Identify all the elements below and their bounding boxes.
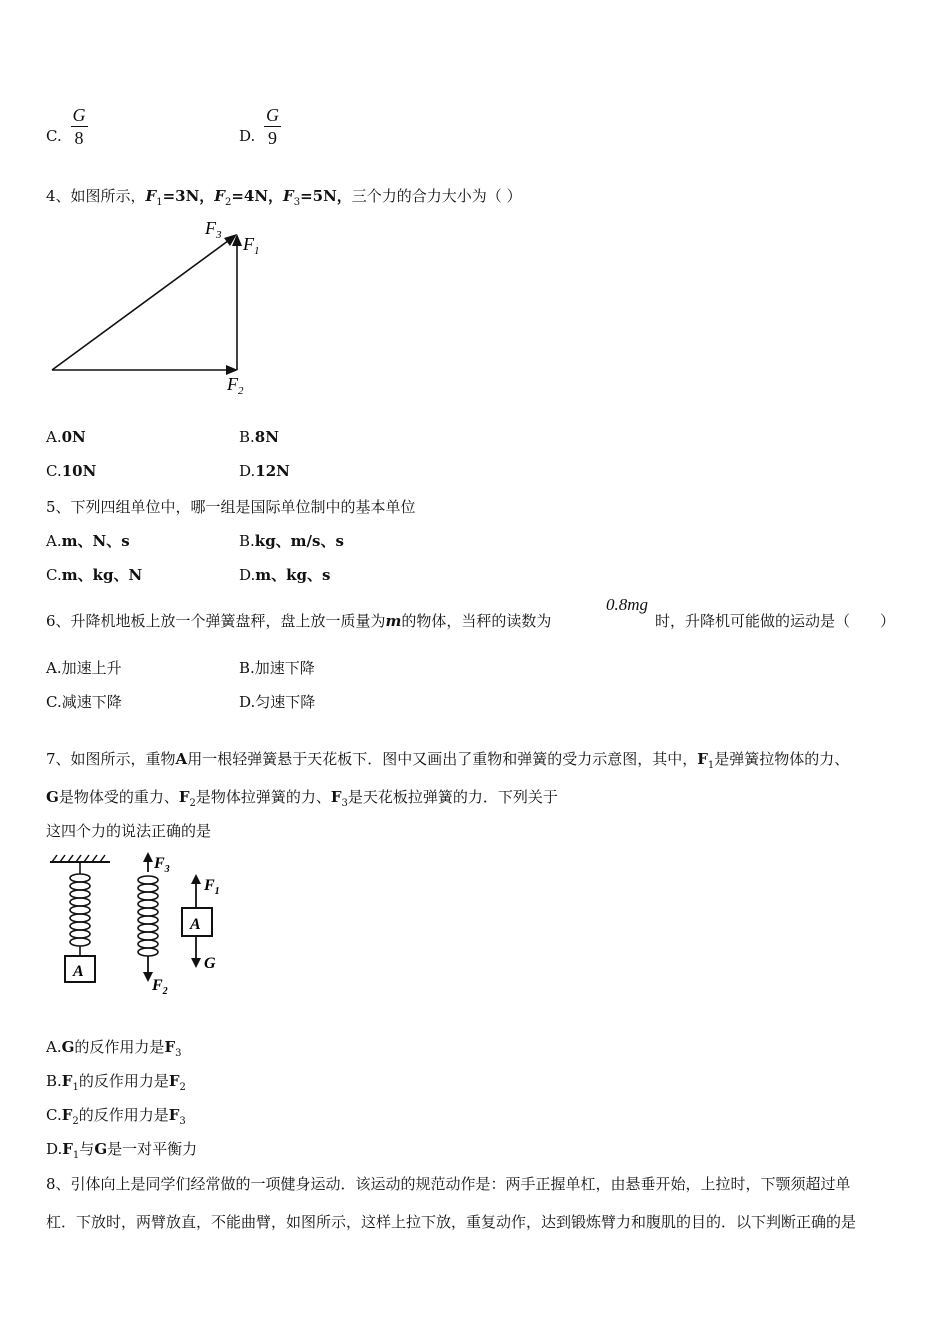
q3-option-c bbox=[46, 104, 88, 149]
q7-option-b bbox=[46, 1070, 186, 1093]
option-label: C. bbox=[46, 126, 62, 145]
option-label: A. bbox=[46, 659, 62, 677]
q7-stem-line1 bbox=[46, 748, 849, 771]
option-sub: 1 bbox=[72, 1150, 80, 1161]
q6-prefix: 6、升降机地板上放一个弹簧盘秤，盘上放一质量为 bbox=[46, 612, 386, 630]
option-label: B. bbox=[239, 428, 255, 446]
fig-g-label: G bbox=[204, 955, 216, 972]
fig-f3-label: $F_3$ bbox=[154, 855, 170, 875]
q3-option-d bbox=[239, 104, 281, 149]
option-text: 减速下降 bbox=[61, 693, 122, 711]
q7-text: 是物体拉弹簧的力、 bbox=[195, 788, 331, 806]
q4-prefix: 4、如图所示， bbox=[46, 187, 146, 205]
q4-f2: F bbox=[214, 187, 225, 205]
q7-f3: F bbox=[330, 788, 342, 806]
option-label: D. bbox=[46, 1140, 63, 1158]
q7-f2-sub: 2 bbox=[189, 798, 196, 809]
q4-suffix: 三个力的合力大小为（ ） bbox=[351, 187, 522, 205]
q6-mid: 的物体，当秤的读数为 bbox=[401, 612, 552, 630]
option-label: C. bbox=[46, 462, 62, 480]
option-symbol: F bbox=[61, 1106, 73, 1124]
q4-force-triangle-figure bbox=[40, 212, 280, 402]
fig-f1-label: $F_1$ bbox=[243, 234, 260, 257]
q7-option-c bbox=[46, 1104, 186, 1127]
q4-f1: F bbox=[145, 187, 157, 205]
q6-suffix: 时，升降机可能做的运动是（ ） bbox=[655, 612, 896, 630]
option-text: 的反作用力是 bbox=[78, 1106, 169, 1124]
fraction-g-over-8 bbox=[71, 104, 88, 149]
q4-f1-value: =3N， bbox=[162, 187, 215, 205]
g-arrowhead bbox=[191, 958, 201, 968]
option-text: m、N、s bbox=[61, 532, 130, 550]
q7-object-a: A bbox=[175, 750, 188, 768]
q6-stem bbox=[46, 610, 551, 631]
spring2-coils bbox=[138, 876, 158, 956]
q5-option-a bbox=[46, 530, 130, 551]
q5-option-d bbox=[239, 564, 330, 585]
option-symbol: G bbox=[61, 1038, 75, 1056]
option-sub: 2 bbox=[72, 1116, 79, 1127]
option-label: B. bbox=[46, 1072, 62, 1090]
option-label: B. bbox=[239, 659, 255, 677]
q4-option-b bbox=[239, 428, 279, 446]
option-text: 的反作用力是 bbox=[78, 1072, 169, 1090]
option-text: 与 bbox=[79, 1140, 95, 1158]
option-symbol: F bbox=[164, 1038, 176, 1056]
option-symbol: F bbox=[168, 1106, 180, 1124]
option-label: C. bbox=[46, 1106, 62, 1124]
option-label: B. bbox=[239, 532, 255, 550]
q4-f2-value: =4N， bbox=[231, 187, 284, 205]
option-text: kg、m/s、s bbox=[254, 532, 344, 550]
q7-text: 用一根轻弹簧悬于天花板下．图中又画出了重物和弹簧的受力示意图，其中， bbox=[187, 750, 698, 768]
fraction-numerator: G bbox=[266, 105, 280, 125]
option-label: D. bbox=[239, 693, 256, 711]
option-symbol: F bbox=[62, 1140, 73, 1158]
f1-arrowhead bbox=[191, 874, 201, 884]
option-symbol: F bbox=[168, 1072, 180, 1090]
option-label: A. bbox=[46, 428, 62, 446]
option-label: D. bbox=[239, 462, 256, 480]
q4-f3: F bbox=[283, 187, 294, 205]
q7-f3-sub: 3 bbox=[341, 798, 348, 809]
fig-block-a-label: A bbox=[73, 963, 84, 980]
option-text: m、kg、s bbox=[255, 566, 331, 584]
option-text: 匀速下降 bbox=[255, 693, 316, 711]
q7-text: 是弹簧拉物体的力、 bbox=[714, 750, 850, 768]
q7-text: 是天花板拉弹簧的力．下列关于 bbox=[347, 788, 558, 806]
q7-f1: F bbox=[697, 750, 708, 768]
option-sub: 1 bbox=[72, 1082, 79, 1093]
option-label: D. bbox=[239, 566, 256, 584]
f3-arrowhead bbox=[143, 852, 153, 862]
fig-f1-label: $F_1$ bbox=[204, 877, 220, 897]
q4-f3-sub: 3 bbox=[293, 197, 301, 208]
fig-f3-label: $F_3$ bbox=[205, 218, 222, 241]
q4-f2-sub: 2 bbox=[224, 197, 232, 208]
q7-text: 7、如图所示，重物 bbox=[46, 750, 176, 768]
f3-vector-line bbox=[52, 238, 232, 370]
q4-option-a bbox=[46, 428, 86, 446]
option-text: 的反作用力是 bbox=[74, 1038, 165, 1056]
option-sub: 2 bbox=[179, 1082, 186, 1093]
option-label: C. bbox=[46, 566, 62, 584]
q6-option-a bbox=[46, 657, 122, 678]
option-text: 8N bbox=[254, 428, 279, 446]
q5-stem: 5、下列四组单位中，哪一组是国际单位制中的基本单位 bbox=[46, 498, 416, 516]
fig-f2-label: $F_2$ bbox=[152, 977, 168, 997]
fraction-denominator: 8 bbox=[74, 128, 84, 148]
q7-stem-line3: 这四个力的说法正确的是 bbox=[46, 822, 212, 840]
q6-option-c bbox=[46, 691, 122, 712]
option-label: D. bbox=[239, 126, 256, 145]
option-text: 是一对平衡力 bbox=[107, 1140, 198, 1158]
q4-stem bbox=[46, 185, 522, 208]
q7-f2: F bbox=[178, 788, 190, 806]
q4-option-d bbox=[239, 462, 290, 480]
ceiling-hatching bbox=[52, 855, 105, 862]
q4-f1-sub: 1 bbox=[156, 197, 163, 208]
q6-formula: 0.8mg bbox=[606, 595, 649, 614]
option-text: 加速下降 bbox=[254, 659, 315, 677]
q6-mass-symbol: m bbox=[385, 612, 402, 630]
fraction-denominator: 9 bbox=[268, 128, 278, 148]
fig-f2-label: $F_2$ bbox=[227, 374, 244, 397]
option-text: 0N bbox=[61, 428, 86, 446]
q8-stem-line1: 8、引体向上是同学们经常做的一项健身运动．该运动的规范动作是：两手正握单杠，由悬垂开始，上拉时，下颚须超过单 bbox=[46, 1175, 851, 1193]
q7-text: 是物体受的重力、 bbox=[58, 788, 179, 806]
option-label: A. bbox=[46, 1038, 62, 1056]
q7-spring-force-figure bbox=[44, 852, 244, 1002]
q4-option-c bbox=[46, 462, 96, 480]
q7-f1-sub: 1 bbox=[707, 760, 715, 771]
option-label: C. bbox=[46, 693, 62, 711]
spring1-coils bbox=[70, 874, 90, 946]
q7-stem-line2 bbox=[46, 786, 558, 809]
option-symbol: F bbox=[61, 1072, 73, 1090]
q7-option-d bbox=[46, 1138, 197, 1161]
q4-f3-value: =5N， bbox=[300, 187, 352, 205]
fraction-numerator: G bbox=[72, 105, 86, 125]
fig-block-a-label-2: A bbox=[190, 916, 201, 933]
q7-option-a bbox=[46, 1036, 181, 1059]
q6-option-d bbox=[239, 691, 315, 712]
q8-stem-line2: 杠．下放时，两臂放直，不能曲臂，如图所示，这样上拉下放，重复动作，达到锻炼臂力和腹肌的目的．以下判断正确的是 bbox=[46, 1213, 857, 1231]
q6-option-b bbox=[239, 657, 315, 678]
option-sub: 3 bbox=[175, 1048, 182, 1059]
q5-option-c bbox=[46, 564, 142, 585]
q5-option-b bbox=[239, 530, 344, 551]
fraction-g-over-9 bbox=[264, 104, 281, 149]
option-text: 加速上升 bbox=[61, 659, 122, 677]
option-text: 12N bbox=[255, 462, 290, 480]
option-text: 10N bbox=[61, 462, 97, 480]
option-label: A. bbox=[46, 532, 62, 550]
option-symbol: G bbox=[94, 1140, 108, 1158]
option-sub: 3 bbox=[179, 1116, 186, 1127]
q7-g: G bbox=[46, 788, 59, 806]
option-text: m、kg、N bbox=[61, 566, 143, 584]
